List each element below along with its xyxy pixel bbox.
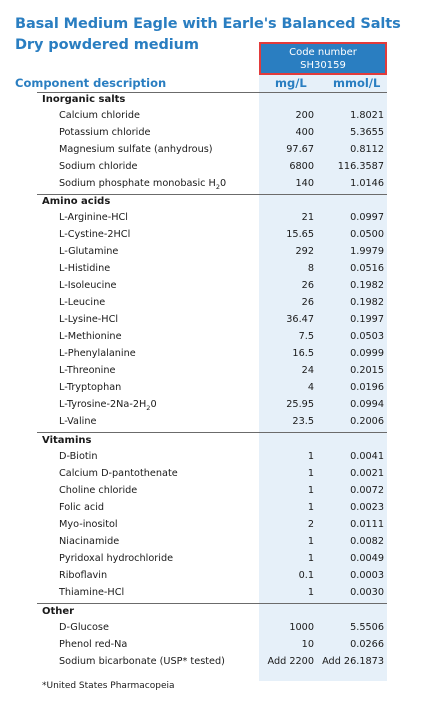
value-mg-per-l: 26 [301, 280, 314, 291]
component-name [59, 416, 96, 427]
value-mmol-per-l: 0.0072 [350, 485, 384, 496]
component-name [59, 622, 109, 633]
table-row [0, 279, 439, 296]
table-row [0, 109, 439, 126]
component-name-text: Thiamine-HCl [59, 587, 125, 598]
value-mg-per-l: 7.5 [298, 331, 314, 342]
table-row [0, 262, 439, 279]
table-row [0, 569, 439, 586]
component-name-text: Sodium phosphate monobasic H [59, 178, 216, 189]
value-mmol-per-l: 0.0997 [350, 212, 384, 223]
component-name [59, 365, 115, 376]
component-name-text: L-Methionine [59, 331, 122, 342]
value-mg-per-l: 8 [307, 263, 314, 274]
value-mmol-per-l: 0.1982 [350, 280, 384, 291]
component-name-text: Sodium chloride [59, 161, 138, 172]
value-mmol-per-l: 0.0041 [350, 451, 384, 462]
table-row [0, 450, 439, 467]
value-mg-per-l: 24 [301, 365, 314, 376]
component-name [59, 451, 98, 462]
value-mmol-per-l: Add 26.1873 [322, 656, 384, 667]
table-row [0, 313, 439, 330]
table-row [0, 535, 439, 552]
table-row [0, 655, 439, 672]
component-name-text: L-Histidine [59, 263, 111, 274]
header-mmol: mmol/L [333, 76, 381, 90]
value-mg-per-l: 2 [307, 519, 314, 530]
component-name-text: L-Arginine-HCl [59, 212, 128, 223]
component-name-text: Pyridoxal hydrochloride [59, 553, 174, 564]
code-number-box [259, 42, 387, 75]
value-mmol-per-l: 0.0082 [350, 536, 384, 547]
title-line-1: Basal Medium Eagle with Earle's Balanced Salts [15, 16, 401, 32]
component-name [59, 502, 104, 513]
table-row [0, 364, 439, 381]
value-mmol-per-l: 0.2015 [350, 365, 384, 376]
value-mg-per-l: Add 2200 [267, 656, 314, 667]
table-row [0, 347, 439, 364]
value-mg-per-l: 26 [301, 297, 314, 308]
value-mmol-per-l: 0.0030 [350, 587, 384, 598]
component-name-text: Calcium chloride [59, 110, 140, 121]
footnote: *United States Pharmacopeia [42, 681, 175, 691]
value-mmol-per-l: 5.5506 [350, 622, 384, 633]
table-row [0, 398, 439, 415]
table-row [0, 245, 439, 262]
value-mmol-per-l: 0.0049 [350, 553, 384, 564]
component-name-text: Myo-inositol [59, 519, 118, 530]
value-mg-per-l: 4 [307, 382, 314, 393]
component-name-text: L-Leucine [59, 297, 106, 308]
header-component: Component description [15, 76, 167, 90]
value-mg-per-l: 200 [295, 110, 314, 121]
component-name-text: Magnesium sulfate (anhydrous) [59, 144, 213, 155]
value-mg-per-l: 1 [307, 468, 314, 479]
value-mg-per-l: 1 [307, 536, 314, 547]
title-line-2: Dry powdered medium [15, 37, 199, 53]
value-mg-per-l: 36.47 [286, 314, 314, 325]
table-row [0, 177, 439, 194]
value-mmol-per-l: 0.2006 [350, 416, 384, 427]
component-name [59, 246, 118, 257]
section-title: Vitamins [42, 435, 92, 446]
component-name-text: D-Glucose [59, 622, 109, 633]
value-mmol-per-l: 0.0021 [350, 468, 384, 479]
value-mg-per-l: 10 [301, 639, 314, 650]
value-mmol-per-l: 0.1997 [350, 314, 384, 325]
component-name [59, 639, 127, 650]
header-mg: mg/L [275, 76, 307, 90]
value-mmol-per-l: 1.9979 [350, 246, 384, 257]
formula-tail: 0 [150, 399, 157, 410]
component-name [59, 161, 137, 172]
value-mmol-per-l: 0.1982 [350, 297, 384, 308]
value-mmol-per-l: 0.0023 [350, 502, 384, 513]
value-mmol-per-l: 0.8112 [350, 144, 384, 155]
value-mmol-per-l: 0.0266 [350, 639, 384, 650]
header-rule [37, 92, 387, 93]
component-name-text: D-Biotin [59, 451, 98, 462]
value-mg-per-l: 0.1 [298, 570, 314, 581]
table-row [0, 381, 439, 398]
component-name [59, 280, 116, 291]
component-name [59, 331, 122, 342]
formula-subscript: 2 [215, 182, 220, 191]
table-row [0, 228, 439, 245]
value-mg-per-l: 16.5 [292, 348, 314, 359]
value-mmol-per-l: 1.8021 [350, 110, 384, 121]
value-mg-per-l: 25.95 [286, 399, 314, 410]
value-mg-per-l: 6800 [289, 161, 314, 172]
code-number-label: Code number [289, 47, 357, 58]
value-mmol-per-l: 0.0516 [350, 263, 384, 274]
table-row [0, 467, 439, 484]
table-row [0, 621, 439, 638]
component-name-text: Choline chloride [59, 485, 138, 496]
component-name-text: L-Tyrosine-2Na-2H [59, 399, 147, 410]
value-mg-per-l: 292 [295, 246, 314, 257]
section-title: Amino acids [42, 196, 111, 207]
section-divider [37, 194, 387, 195]
component-name-text: L-Isoleucine [59, 280, 117, 291]
component-name [59, 229, 130, 240]
component-name [59, 656, 225, 667]
section-title: Other [42, 606, 75, 617]
value-mmol-per-l: 0.0500 [350, 229, 384, 240]
component-name-text: Folic acid [59, 502, 105, 513]
value-mg-per-l: 15.65 [286, 229, 314, 240]
component-name [59, 485, 137, 496]
value-mmol-per-l: 1.0146 [350, 178, 384, 189]
value-mg-per-l: 400 [295, 127, 314, 138]
component-name-text: L-Tryptophan [59, 382, 122, 393]
component-name [59, 468, 178, 479]
component-name-text: Calcium D-pantothenate [59, 468, 178, 479]
component-name-text: Niacinamide [59, 536, 120, 547]
component-name [59, 297, 105, 308]
component-name [59, 536, 119, 547]
component-name-text: Phenol red-Na [59, 639, 128, 650]
formula-tail: 0 [220, 178, 227, 189]
component-name [59, 399, 157, 412]
component-name-text: L-Lysine-HCl [59, 314, 119, 325]
section-title: Inorganic salts [42, 94, 126, 105]
component-name [59, 263, 110, 274]
table-row [0, 586, 439, 603]
component-name [59, 314, 118, 325]
table-row [0, 484, 439, 501]
code-number-value: SH30159 [300, 60, 346, 71]
component-name [59, 348, 136, 359]
table-row [0, 415, 439, 432]
table-row [0, 126, 439, 143]
value-mg-per-l: 97.67 [286, 144, 314, 155]
component-name-text: L-Threonine [59, 365, 116, 376]
column-headers [15, 74, 395, 92]
section-divider [37, 432, 387, 433]
table-row [0, 160, 439, 177]
component-name [59, 110, 140, 121]
component-name-text: L-Cystine-2HCl [59, 229, 131, 240]
component-name-text: Sodium bicarbonate (USP* tested) [59, 656, 225, 667]
component-name-text: L-Phenylalanine [59, 348, 136, 359]
value-mg-per-l: 1 [307, 587, 314, 598]
table-row [0, 552, 439, 569]
value-mg-per-l: 1 [307, 553, 314, 564]
table-row [0, 501, 439, 518]
value-mmol-per-l: 5.3655 [350, 127, 384, 138]
section-divider [37, 603, 387, 604]
value-mmol-per-l: 0.0503 [350, 331, 384, 342]
component-name [59, 144, 213, 155]
value-mg-per-l: 23.5 [292, 416, 314, 427]
table-row [0, 296, 439, 313]
table-row [0, 143, 439, 160]
value-mg-per-l: 21 [301, 212, 314, 223]
value-mmol-per-l: 0.0196 [350, 382, 384, 393]
component-name-text: Potassium chloride [59, 127, 151, 138]
value-mg-per-l: 140 [295, 178, 314, 189]
value-mg-per-l: 1 [307, 502, 314, 513]
formula-subscript: 2 [146, 403, 151, 412]
component-name-text: L-Valine [59, 416, 97, 427]
component-name [59, 553, 173, 564]
value-mmol-per-l: 0.0003 [350, 570, 384, 581]
component-name [59, 212, 128, 223]
value-mg-per-l: 1 [307, 451, 314, 462]
component-name [59, 519, 118, 530]
component-name [59, 178, 226, 191]
component-name [59, 587, 124, 598]
value-mmol-per-l: 0.0999 [350, 348, 384, 359]
component-name-text: Riboflavin [59, 570, 108, 581]
component-name-text: L-Glutamine [59, 246, 119, 257]
value-mg-per-l: 1000 [289, 622, 314, 633]
value-mg-per-l: 1 [307, 485, 314, 496]
component-name [59, 127, 150, 138]
table-row [0, 638, 439, 655]
component-name [59, 570, 107, 581]
value-mmol-per-l: 116.3587 [337, 161, 384, 172]
table-row [0, 211, 439, 228]
table-row [0, 330, 439, 347]
table-row [0, 518, 439, 535]
component-name [59, 382, 121, 393]
value-mmol-per-l: 0.0111 [350, 519, 384, 530]
value-mmol-per-l: 0.0994 [350, 399, 384, 410]
